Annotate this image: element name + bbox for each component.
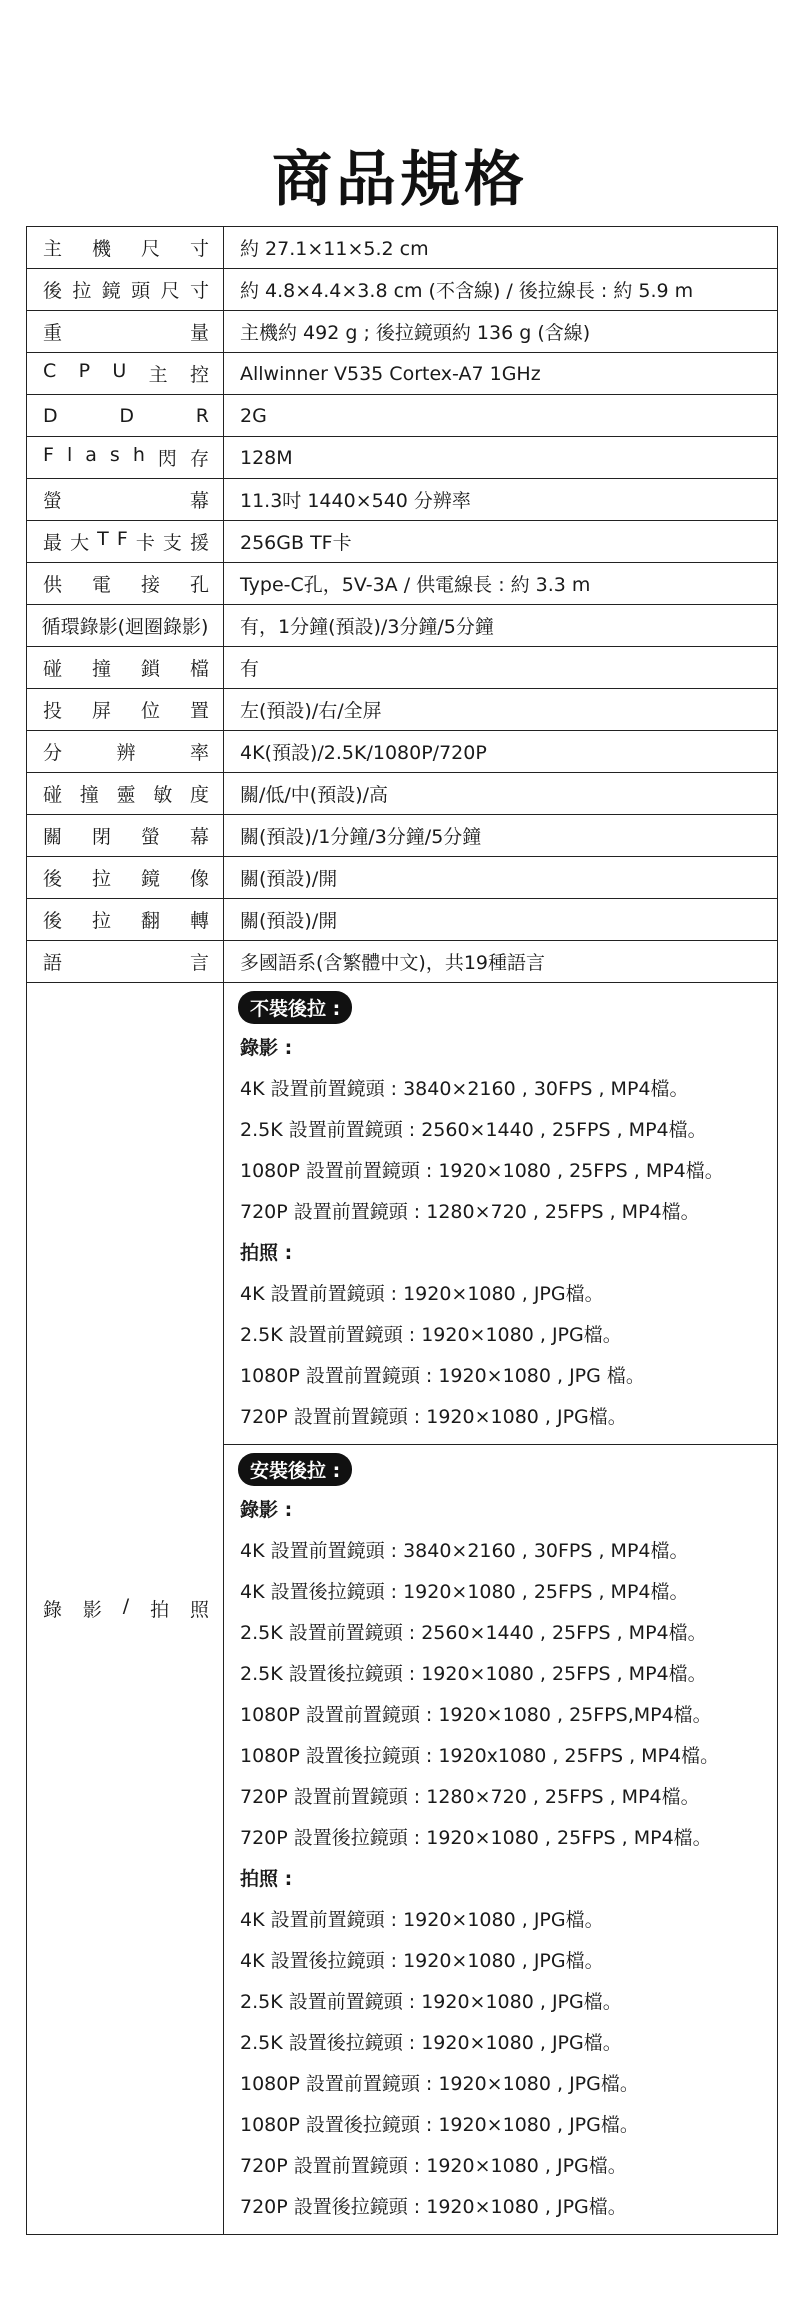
spec-label xyxy=(27,528,223,555)
spec-label-char: 辨 xyxy=(116,742,136,764)
spec-label-char: 靈 xyxy=(116,784,136,806)
media-label-cell xyxy=(27,983,224,2235)
spec-label-cell xyxy=(27,437,224,479)
spec-value-cell xyxy=(224,647,778,689)
spec-row xyxy=(27,395,778,437)
spec-line: 4K 設置前置鏡頭 : 3840×2160 , 30FPS , MP4檔。 xyxy=(240,1078,689,1100)
spec-value: Type-C孔，5V-3A / 供電線長 : 約 3.3 m xyxy=(240,574,591,596)
spec-label-char: R xyxy=(195,404,209,427)
spec-line: 2.5K 設置後拉鏡頭 : 1920×1080 , 25FPS , MP4檔。 xyxy=(240,1663,707,1685)
spec-label-cell xyxy=(27,689,224,731)
spec-value-cell xyxy=(224,773,778,815)
spec-label xyxy=(27,486,223,513)
spec-label-char: 率 xyxy=(189,742,209,764)
spec-line: 2.5K 設置前置鏡頭 : 1920×1080 , JPG檔。 xyxy=(240,1324,622,1346)
spec-label-char: 撞 xyxy=(91,658,111,680)
spec-label-char: 大 xyxy=(70,532,90,554)
spec-label-char: 碰 xyxy=(43,658,63,680)
spec-value-cell xyxy=(224,689,778,731)
spec-value: 256GB TF卡 xyxy=(240,532,352,554)
media-value-cell xyxy=(224,983,778,2235)
spec-label-char: C xyxy=(43,360,57,382)
spec-line: 4K 設置後拉鏡頭 : 1920×1080 , JPG檔。 xyxy=(240,1950,604,1972)
spec-value: 有，1分鐘(預設)/3分鐘/5分鐘 xyxy=(240,616,494,638)
spec-label-char: 錄 xyxy=(43,1599,63,1621)
spec-label-char: / xyxy=(122,1595,130,1617)
media-block xyxy=(224,1444,777,2234)
spec-label-char: 閉 xyxy=(91,826,111,848)
spec-label-char: 鏡 xyxy=(101,280,121,302)
spec-row xyxy=(27,731,778,773)
spec-label-cell xyxy=(27,773,224,815)
spec-value-cell xyxy=(224,731,778,773)
spec-row xyxy=(27,899,778,941)
spec-line: 4K 設置前置鏡頭 : 1920×1080 , JPG檔。 xyxy=(240,1909,604,1931)
spec-row xyxy=(27,311,778,353)
spec-label-char: 主 xyxy=(43,238,63,260)
spec-label-char: 照 xyxy=(189,1599,209,1621)
spec-table xyxy=(26,226,778,2235)
spec-label-cell xyxy=(27,731,224,773)
spec-label-char: 後 xyxy=(43,280,63,302)
spec-row xyxy=(27,773,778,815)
spec-value-cell xyxy=(224,227,778,269)
spec-label xyxy=(27,780,223,807)
spec-value-cell xyxy=(224,311,778,353)
spec-label-char: 碰 xyxy=(43,784,63,806)
spec-value: 2G xyxy=(240,404,267,427)
spec-label-char: s xyxy=(109,444,120,466)
spec-label-char: 重 xyxy=(43,322,63,344)
spec-label-char: 寸 xyxy=(189,238,209,260)
spec-label xyxy=(27,276,223,303)
spec-label-char: 電 xyxy=(91,574,111,596)
spec-label-cell xyxy=(27,899,224,941)
spec-value-cell xyxy=(224,521,778,563)
spec-label xyxy=(27,654,223,681)
spec-label-char: l xyxy=(66,444,73,466)
page-title: 商品規格 xyxy=(272,145,528,216)
spec-label-char: 螢 xyxy=(140,826,160,848)
spec-label-char: 投 xyxy=(43,700,63,722)
spec-value: 關(預設)/開 xyxy=(240,910,338,932)
spec-value-cell xyxy=(224,857,778,899)
spec-row xyxy=(27,815,778,857)
spec-label-char: 尺 xyxy=(140,238,160,260)
spec-line: 720P 設置前置鏡頭 : 1280×720 , 25FPS , MP4檔。 xyxy=(240,1201,700,1223)
spec-value: 約 4.8×4.4×3.8 cm (不含線) / 後拉線長 : 約 5.9 m xyxy=(240,280,694,302)
spec-line: 4K 設置前置鏡頭 : 1920×1080 , JPG檔。 xyxy=(240,1283,604,1305)
spec-line: 720P 設置前置鏡頭 : 1280×720 , 25FPS , MP4檔。 xyxy=(240,1786,700,1808)
spec-line: 1080P 設置後拉鏡頭 : 1920×1080 , JPG檔。 xyxy=(240,2114,639,2136)
spec-row xyxy=(27,479,778,521)
spec-label xyxy=(27,822,223,849)
spec-label-char: 轉 xyxy=(189,910,209,932)
spec-label xyxy=(27,444,223,471)
spec-value: 關(預設)/開 xyxy=(240,868,338,890)
spec-label-cell xyxy=(27,269,224,311)
spec-label xyxy=(27,405,223,427)
mode-badge: 安裝後拉 : xyxy=(238,1453,352,1486)
spec-label-char: U xyxy=(112,360,127,382)
spec-label-cell xyxy=(27,311,224,353)
spec-line: 1080P 設置前置鏡頭 : 1920×1080 , JPG檔。 xyxy=(240,2073,639,2095)
spec-line: 2.5K 設置前置鏡頭 : 2560×1440 , 25FPS , MP4檔。 xyxy=(240,1119,707,1141)
spec-line: 720P 設置後拉鏡頭 : 1920×1080 , 25FPS , MP4檔。 xyxy=(240,1827,712,1849)
spec-row xyxy=(27,353,778,395)
spec-value-cell xyxy=(224,395,778,437)
spec-label-char: 鏡 xyxy=(140,868,160,890)
spec-line: 720P 設置前置鏡頭 : 1920×1080 , JPG檔。 xyxy=(240,2155,627,2177)
spec-label-char: 度 xyxy=(189,784,209,806)
spec-label-char: h xyxy=(132,444,145,466)
spec-label-char: 卡 xyxy=(135,532,155,554)
spec-row xyxy=(27,269,778,311)
spec-label-cell xyxy=(27,479,224,521)
spec-label-char: 支 xyxy=(162,532,182,554)
media-block xyxy=(224,983,777,1444)
spec-label-cell xyxy=(27,227,224,269)
spec-value: 約 27.1×11×5.2 cm xyxy=(240,238,429,260)
spec-line: 2.5K 設置前置鏡頭 : 1920×1080 , JPG檔。 xyxy=(240,1991,622,2013)
spec-label-char: P xyxy=(78,360,91,382)
spec-label-char: 控 xyxy=(189,364,209,386)
spec-label-char: 螢 xyxy=(43,490,63,512)
spec-label-char: 屏 xyxy=(91,700,111,722)
spec-line: 720P 設置後拉鏡頭 : 1920×1080 , JPG檔。 xyxy=(240,2196,627,2218)
section-heading: 錄影 : xyxy=(240,1499,293,1521)
spec-label-char: 撞 xyxy=(79,784,99,806)
spec-label-cell xyxy=(27,563,224,605)
spec-label-char: 尺 xyxy=(160,280,180,302)
spec-label-char: D xyxy=(43,404,58,427)
spec-label-char: 最 xyxy=(43,532,63,554)
spec-label-char: 援 xyxy=(189,532,209,554)
spec-label-char: 分 xyxy=(43,742,63,764)
spec-row xyxy=(27,689,778,731)
spec-row xyxy=(27,563,778,605)
spec-label-char: 敏 xyxy=(153,784,173,806)
spec-label xyxy=(27,234,223,261)
spec-line: 1080P 設置後拉鏡頭 : 1920x1080 , 25FPS , MP4檔。 xyxy=(240,1745,720,1767)
spec-label xyxy=(27,864,223,891)
spec-label xyxy=(27,1595,223,1622)
spec-label-char: 像 xyxy=(189,868,209,890)
spec-value: 有 xyxy=(240,658,260,680)
spec-label-char: 鎖 xyxy=(140,658,160,680)
spec-line: 2.5K 設置後拉鏡頭 : 1920×1080 , JPG檔。 xyxy=(240,2032,622,2054)
spec-label-char: 翻 xyxy=(140,910,160,932)
spec-value: 4K(預設)/2.5K/1080P/720P xyxy=(240,742,487,764)
section-heading: 拍照 : xyxy=(240,1868,293,1890)
media-row xyxy=(27,983,778,2235)
spec-value-cell xyxy=(224,353,778,395)
spec-label-char: a xyxy=(85,444,97,466)
spec-label xyxy=(27,696,223,723)
spec-label-cell xyxy=(27,857,224,899)
spec-value: 主機約 492 g ; 後拉鏡頭約 136 g (含線) xyxy=(240,322,591,344)
spec-line: 2.5K 設置前置鏡頭 : 2560×1440 , 25FPS , MP4檔。 xyxy=(240,1622,707,1644)
spec-label-char: T xyxy=(97,528,109,550)
spec-label-char: 存 xyxy=(189,448,209,470)
spec-label xyxy=(27,318,223,345)
spec-label-char: 關 xyxy=(43,826,63,848)
spec-line: 1080P 設置前置鏡頭 : 1920×1080 , JPG 檔。 xyxy=(240,1365,645,1387)
spec-value-cell xyxy=(224,815,778,857)
spec-value: 左(預設)/右/全屏 xyxy=(240,700,382,722)
spec-value: 11.3吋 1440×540 分辨率 xyxy=(240,490,471,512)
spec-line: 720P 設置前置鏡頭 : 1920×1080 , JPG檔。 xyxy=(240,1406,627,1428)
spec-value: 關/低/中(預設)/高 xyxy=(240,784,389,806)
spec-row xyxy=(27,437,778,479)
spec-label-cell xyxy=(27,647,224,689)
spec-label: 循環錄影(迴圈錄影) xyxy=(41,616,209,638)
spec-row xyxy=(27,605,778,647)
spec-label-char: 寸 xyxy=(189,280,209,302)
spec-label-cell xyxy=(27,353,224,395)
spec-label-char: 孔 xyxy=(189,574,209,596)
spec-label-char: 機 xyxy=(91,238,111,260)
spec-label-char: 接 xyxy=(140,574,160,596)
spec-label-char: 語 xyxy=(43,952,63,974)
spec-value: 多國語系(含繁體中文)，共19種語言 xyxy=(240,952,546,974)
spec-label-char: 拉 xyxy=(72,280,92,302)
spec-line: 1080P 設置前置鏡頭 : 1920×1080 , 25FPS , MP4檔。 xyxy=(240,1160,724,1182)
spec-label xyxy=(27,738,223,765)
spec-value: 關(預設)/1分鐘/3分鐘/5分鐘 xyxy=(240,826,482,848)
spec-label-cell xyxy=(27,395,224,437)
spec-value-cell xyxy=(224,269,778,311)
spec-value-cell xyxy=(224,941,778,983)
spec-label-char: 後 xyxy=(43,868,63,890)
spec-label-char: 拉 xyxy=(91,868,111,890)
spec-label-cell xyxy=(27,815,224,857)
spec-row xyxy=(27,857,778,899)
spec-label-char: 頭 xyxy=(131,280,151,302)
spec-label-char: 位 xyxy=(140,700,160,722)
spec-label-cell xyxy=(27,605,224,647)
spec-label-char: D xyxy=(119,404,135,427)
spec-label-char: 言 xyxy=(189,952,209,974)
spec-label-char: 主 xyxy=(148,364,168,386)
spec-label-char: 幕 xyxy=(189,490,209,512)
spec-table-body xyxy=(27,227,778,2235)
spec-label-char: 閃 xyxy=(157,448,177,470)
spec-label xyxy=(27,906,223,933)
section-heading: 拍照 : xyxy=(240,1242,293,1264)
spec-label-cell xyxy=(27,521,224,563)
spec-label-char: 量 xyxy=(189,322,209,344)
spec-label-char: 後 xyxy=(43,910,63,932)
mode-badge: 不裝後拉 : xyxy=(238,991,352,1024)
spec-label-char: 供 xyxy=(43,574,63,596)
spec-value-cell xyxy=(224,437,778,479)
spec-label-char: F xyxy=(116,528,128,550)
spec-label-char: 拉 xyxy=(91,910,111,932)
spec-label-char: 置 xyxy=(189,700,209,722)
spec-value: 128M xyxy=(240,446,293,469)
section-heading: 錄影 : xyxy=(240,1037,293,1059)
spec-line: 4K 設置後拉鏡頭 : 1920×1080 , 25FPS , MP4檔。 xyxy=(240,1581,689,1603)
spec-label-char: 影 xyxy=(82,1599,102,1621)
spec-row xyxy=(27,227,778,269)
spec-label-char: 拍 xyxy=(150,1599,170,1621)
spec-line: 4K 設置前置鏡頭 : 3840×2160 , 30FPS , MP4檔。 xyxy=(240,1540,689,1562)
spec-value-cell xyxy=(224,479,778,521)
spec-value-cell xyxy=(224,563,778,605)
spec-label xyxy=(27,570,223,597)
spec-row xyxy=(27,521,778,563)
spec-label-char: 檔 xyxy=(189,658,209,680)
spec-value-cell xyxy=(224,605,778,647)
spec-label-char: 幕 xyxy=(189,826,209,848)
spec-label xyxy=(27,948,223,975)
spec-label-char: F xyxy=(43,444,54,466)
spec-row xyxy=(27,647,778,689)
spec-row xyxy=(27,941,778,983)
spec-label-cell xyxy=(27,941,224,983)
spec-label xyxy=(27,360,223,387)
spec-line: 1080P 設置前置鏡頭 : 1920×1080 , 25FPS,MP4檔。 xyxy=(240,1704,712,1726)
spec-value: Allwinner V535 Cortex-A7 1GHz xyxy=(240,362,541,385)
spec-value-cell xyxy=(224,899,778,941)
